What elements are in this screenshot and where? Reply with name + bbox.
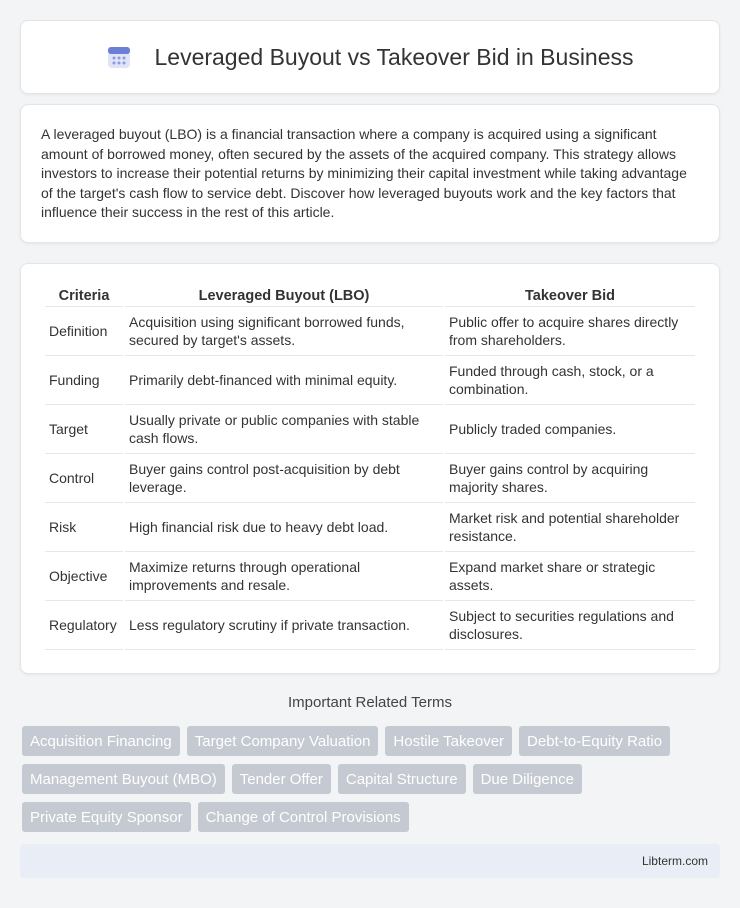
title-card [20, 20, 720, 94]
related-term-tag[interactable]: Acquisition Financing [22, 726, 180, 756]
related-term-tag[interactable]: Private Equity Sponsor [22, 802, 191, 832]
table-row [45, 503, 695, 552]
row-criteria: Risk [45, 503, 123, 552]
row-criteria: Objective [45, 552, 123, 601]
table-header-row [45, 284, 695, 307]
intro-card [20, 104, 720, 243]
table-row [45, 552, 695, 601]
row-lbo: Usually private or public companies with stable cash flows. [125, 405, 443, 454]
row-criteria: Regulatory [45, 601, 123, 650]
row-criteria: Funding [45, 356, 123, 405]
row-takeover: Subject to securities regulations and disclosures. [445, 601, 695, 650]
row-takeover: Public offer to acquire shares directly from shareholders. [445, 307, 695, 356]
row-takeover: Funded through cash, stock, or a combination. [445, 356, 695, 405]
row-lbo: High financial risk due to heavy debt load. [125, 503, 443, 552]
table-row [45, 405, 695, 454]
table-row [45, 307, 695, 356]
row-criteria: Definition [45, 307, 123, 356]
page-title: Leveraged Buyout vs Takeover Bid in Business [154, 43, 634, 70]
row-lbo: Acquisition using significant borrowed funds, secured by target's assets. [125, 307, 443, 356]
table-row [45, 601, 695, 650]
row-takeover: Publicly traded companies. [445, 405, 695, 454]
row-lbo: Maximize returns through operational improvements and resale. [125, 552, 443, 601]
comparison-table [43, 284, 697, 650]
row-lbo: Less regulatory scrutiny if private transaction. [125, 601, 443, 650]
related-term-tag[interactable]: Hostile Takeover [385, 726, 512, 756]
intro-text: A leveraged buyout (LBO) is a financial transaction where a company is acquired using a significant amount of borrowed money, often secured by the assets of the acquired company. This strategy allows investors to increase their potential returns by minimizing their capital investment while taking advantage of the target's cash flow to service debt. Discover how leveraged buyouts work and the key factors that influence their success in the rest of this article. [41, 126, 687, 221]
row-takeover: Market risk and potential shareholder resistance. [445, 503, 695, 552]
related-term-tag[interactable]: Tender Offer [232, 764, 331, 794]
related-term-tag[interactable]: Debt-to-Equity Ratio [519, 726, 670, 756]
calendar-icon [106, 44, 132, 70]
row-lbo: Buyer gains control post-acquisition by debt leverage. [125, 454, 443, 503]
row-criteria: Control [45, 454, 123, 503]
related-terms-title: Important Related Terms [288, 694, 452, 711]
footer-brand[interactable]: Libterm.com [641, 854, 708, 868]
row-lbo: Primarily debt-financed with minimal equity. [125, 356, 443, 405]
related-terms-list [22, 726, 722, 832]
row-criteria: Target [45, 405, 123, 454]
related-term-tag[interactable]: Management Buyout (MBO) [22, 764, 225, 794]
header-criteria: Criteria [45, 284, 123, 307]
related-term-tag[interactable]: Due Diligence [473, 764, 582, 794]
header-takeover: Takeover Bid [445, 284, 695, 307]
table-row [45, 356, 695, 405]
comparison-card [20, 263, 720, 674]
header-lbo: Leveraged Buyout (LBO) [125, 284, 443, 307]
table-row [45, 454, 695, 503]
related-term-tag[interactable]: Target Company Valuation [187, 726, 379, 756]
related-term-tag[interactable]: Capital Structure [338, 764, 466, 794]
row-takeover: Buyer gains control by acquiring majority shares. [445, 454, 695, 503]
related-term-tag[interactable]: Change of Control Provisions [198, 802, 409, 832]
row-takeover: Expand market share or strategic assets. [445, 552, 695, 601]
footer [20, 844, 720, 878]
